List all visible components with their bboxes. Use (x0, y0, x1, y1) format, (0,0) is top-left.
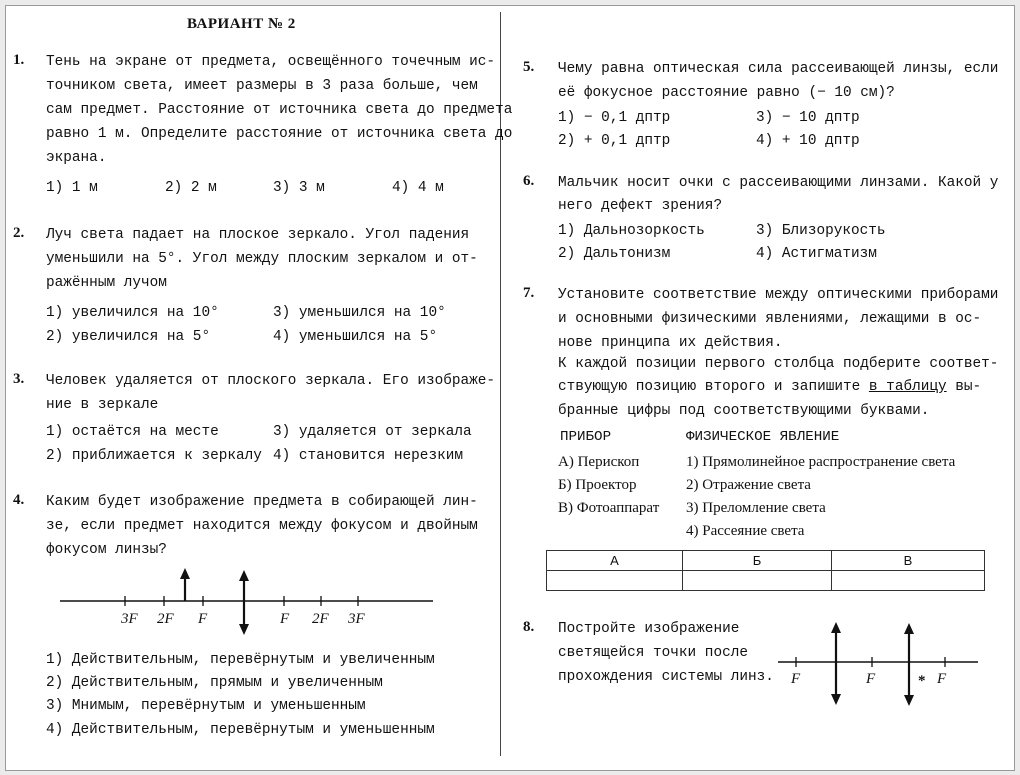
q6-line: него дефект зрения? (558, 198, 723, 214)
axis-label-f: F (791, 671, 801, 687)
q1-option[interactable]: 2) 2 м (165, 180, 217, 196)
answer-cell-a[interactable] (547, 571, 683, 591)
q5-line: Чему равна оптическая сила рассеивающей линзы, если (558, 61, 999, 77)
q6-option[interactable]: 4) Астигматизм (756, 246, 877, 262)
q2-option[interactable]: 3) уменьшился на 10° (273, 305, 446, 321)
q8-line: светящейся точки после (558, 645, 748, 661)
device-item: В) Фотоаппарат (558, 500, 660, 516)
q3-number: 3. (13, 371, 25, 387)
q6-number: 6. (523, 173, 535, 189)
axis-label-f: F (937, 671, 947, 687)
col2-header: ФИЗИЧЕСКОЕ ЯВЛЕНИЕ (686, 429, 840, 445)
q3-line: ние в зеркале (46, 397, 159, 413)
phenomenon-item: 1) Прямолинейное распространение света (686, 454, 956, 470)
q3-option[interactable]: 1) остаётся на месте (46, 424, 219, 440)
q1-line: Тень на экране от предмета, освещённого точечным ис- (46, 54, 496, 70)
answer-header: А (547, 551, 683, 571)
table-link: в таблицу (868, 379, 947, 395)
q4-lens-diagram (55, 565, 440, 640)
q8-lens-system-diagram (775, 618, 985, 710)
lens-arrow-bottom (239, 624, 249, 635)
page-title: ВАРИАНТ № 2 (187, 16, 296, 32)
phenomenon-item: 3) Преломление света (686, 500, 826, 516)
q3-line: Человек удаляется от плоского зеркала. Его изображе- (46, 373, 496, 389)
q5-number: 5. (523, 59, 535, 75)
q8-number: 8. (523, 619, 535, 635)
axis-label-2f: 2F (157, 611, 174, 627)
q6-option[interactable]: 3) Близорукость (756, 223, 886, 239)
q2-option[interactable]: 4) уменьшился на 5° (273, 329, 438, 345)
axis-label-3f: 3F (348, 611, 365, 627)
q6-option[interactable]: 1) Дальнозоркость (558, 223, 705, 239)
device-item: Б) Проектор (558, 477, 637, 493)
q1-line: равно 1 м. Определите расстояние от источника света до (46, 126, 513, 142)
q1-line: сам предмет. Расстояние от источника света до предмета (46, 102, 513, 118)
axis-label-3f: 3F (121, 611, 138, 627)
q1-option[interactable]: 4) 4 м (392, 180, 444, 196)
q4-line: фокусом линзы? (46, 542, 167, 558)
q7-line: и основными физическими явлениями, лежащими в ос- (558, 311, 982, 327)
answer-header: В (832, 551, 985, 571)
q4-line: зе, если предмет находится между фокусом и двойным (46, 518, 478, 534)
col1-header: ПРИБОР (560, 429, 612, 445)
phenomenon-item: 2) Отражение света (686, 477, 811, 493)
axis-label-f: F (280, 611, 290, 627)
q7-line: нове принципа их действия. (558, 335, 783, 351)
q8-line: прохождения системы линз. (558, 669, 774, 685)
axis-label-f: F (198, 611, 208, 627)
q4-option[interactable]: 2) Действительным, прямым и увеличенным (46, 675, 383, 691)
q3-option[interactable]: 4) становится нерезким (273, 448, 463, 464)
q1-option[interactable]: 3) 3 м (273, 180, 325, 196)
q4-option[interactable]: 1) Действительным, перевёрнутым и увеличенным (46, 652, 435, 668)
q2-line: уменьшили на 5°. Угол между плоским зеркалом и от- (46, 251, 478, 267)
axis-label-2f: 2F (312, 611, 329, 627)
q1-option[interactable]: 1) 1 м (46, 180, 98, 196)
q7-number: 7. (523, 285, 535, 301)
answer-table (546, 550, 985, 591)
q2-option[interactable]: 2) увеличился на 5° (46, 329, 211, 345)
lens-arrow-top (904, 623, 914, 634)
phenomenon-item: 4) Рассеяние света (686, 523, 805, 539)
answer-header: Б (683, 551, 832, 571)
q5-option[interactable]: 3) − 10 дптр (756, 110, 860, 126)
q3-option[interactable]: 2) приближается к зеркалу (46, 448, 262, 464)
object-arrow-head (180, 568, 190, 579)
q1-line: точником света, имеет размеры в 3 раза больше, чем (46, 78, 478, 94)
lens-arrow-bottom (831, 694, 841, 705)
q7-line: ствующую позицию второго и запишите в таблицу вы- (558, 379, 982, 395)
q5-option[interactable]: 4) + 10 дптр (756, 133, 860, 149)
q4-option[interactable]: 3) Мнимым, перевёрнутым и уменьшенным (46, 698, 366, 714)
q3-option[interactable]: 3) удаляется от зеркала (273, 424, 472, 440)
q1-number: 1. (13, 52, 25, 68)
q4-number: 4. (13, 492, 25, 508)
q4-option[interactable]: 4) Действительным, перевёрнутым и уменьшенным (46, 722, 435, 738)
answer-cell-b[interactable] (683, 571, 832, 591)
q7-line: К каждой позиции первого столбца подберите соответ- (558, 356, 999, 372)
q2-number: 2. (13, 225, 25, 241)
q6-option[interactable]: 2) Дальтонизм (558, 246, 671, 262)
lens-arrow-bottom (904, 695, 914, 706)
answer-cell-v[interactable] (832, 571, 985, 591)
q2-option[interactable]: 1) увеличился на 10° (46, 305, 219, 321)
q5-option[interactable]: 2) + 0,1 дптр (558, 133, 671, 149)
q2-line: ражённым лучом (46, 275, 167, 291)
axis-label-f: F (866, 671, 876, 687)
lens-arrow-top (239, 570, 249, 581)
q2-line: Луч света падает на плоское зеркало. Угол падения (46, 227, 470, 243)
q7-line: бранные цифры под соответствующими буквами. (558, 403, 930, 419)
lens-arrow-top (831, 622, 841, 633)
q5-option[interactable]: 1) − 0,1 дптр (558, 110, 671, 126)
q5-line: её фокусное расстояние равно (− 10 см)? (558, 85, 895, 101)
q6-line: Мальчик носит очки с рассеивающими линзами. Какой у (558, 175, 999, 191)
q8-line: Постройте изображение (558, 621, 740, 637)
q4-line: Каким будет изображение предмета в собирающей лин- (46, 494, 478, 510)
q7-line: Установите соответствие между оптическими приборами (558, 287, 999, 303)
light-point-star: * (918, 673, 926, 689)
device-item: А) Перископ (558, 454, 640, 470)
q1-line: экрана. (46, 150, 107, 166)
